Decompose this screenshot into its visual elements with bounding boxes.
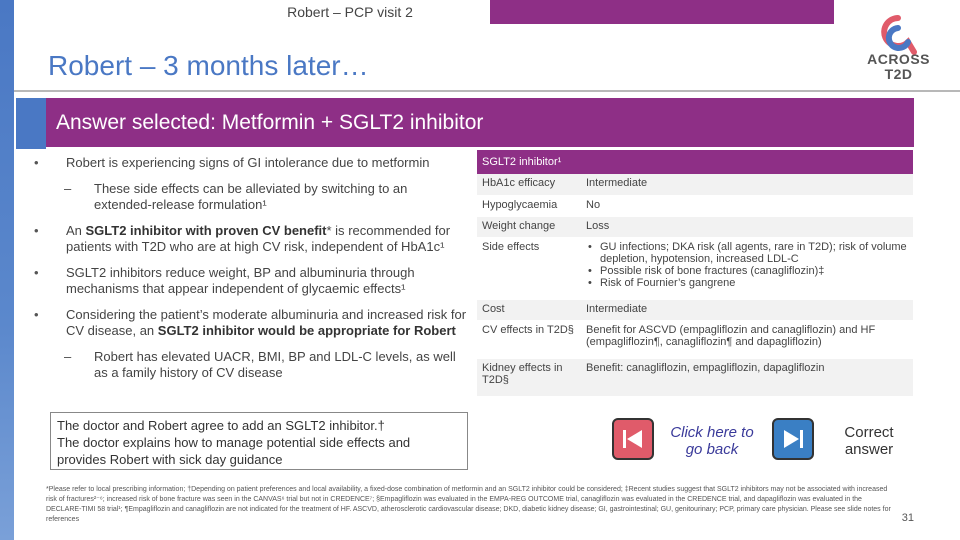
side-effect-item: • GU infections; DKA risk (all agents, rare in T2D); risk of volume depletion, hypotension, increased LDL-C: [586, 241, 908, 265]
slide-tab-label: Robert – PCP visit 2: [210, 0, 490, 24]
correct-answer-label[interactable]: Correct answer: [844, 424, 894, 458]
title-divider: [14, 90, 960, 98]
sub-bullet-extended-release: – These side effects can be alleviated by switching to an extended-release formulation¹: [28, 181, 468, 213]
table-row: [477, 320, 913, 358]
row-value: Benefit: canagliflozin, empagliflozin, dapagliflozin: [581, 358, 913, 396]
left-accent-bar: [0, 0, 14, 540]
row-value: Benefit for ASCVD (empagliflozin and canagliflozin) and HF (empagliflozin¶, canagliflozin¶ and dapagliflozin): [581, 320, 913, 358]
bullet3-after: * is: [326, 223, 345, 238]
logo-text: [867, 52, 930, 82]
row-value: Intermediate: [581, 299, 913, 320]
bullet5-text: Considering the patient’s moderate albuminuria and increased risk for CV disease, an: [66, 307, 467, 338]
table-row: [477, 237, 913, 299]
row-label: Cost: [477, 299, 581, 320]
doctor-note-line3: provides Robert with sick day guidance: [57, 452, 283, 467]
side-effect-item: • Possible risk of bone fractures (canagliflozin)‡: [586, 265, 908, 277]
page-number: 31: [901, 512, 914, 524]
answer-accent-strip: [16, 98, 46, 149]
bullet-sglt2-cv-benefit: [28, 223, 468, 255]
correct-answer-button[interactable]: [772, 418, 814, 460]
answer-banner: Answer selected: Metformin + SGLT2 inhibitor: [46, 98, 914, 147]
sglt2-info-table: [477, 150, 913, 397]
row-value: [581, 237, 913, 299]
table-row: [477, 299, 913, 320]
slide-tab: [210, 0, 834, 24]
bullet-list: [28, 155, 468, 391]
skip-back-icon: [614, 420, 652, 458]
row-label: Kidney effects in T2D§: [477, 358, 581, 396]
bullet-considering: [28, 307, 468, 339]
row-label: HbA1c efficacy: [477, 174, 581, 195]
go-back-label[interactable]: Click here to go back: [670, 424, 754, 458]
skip-forward-icon: [774, 420, 812, 458]
doctor-note-line1: The doctor and Robert agree to add an SGLT2 inhibitor.†: [57, 418, 385, 433]
page-title: Robert – 3 months later…: [48, 50, 369, 81]
go-back-button[interactable]: [612, 418, 654, 460]
doctor-note-box: [50, 412, 468, 470]
navigation-controls: [612, 410, 914, 470]
bullet3-lead: An: [66, 223, 86, 238]
bullet-sglt2-mechanisms: • SGLT2 inhibitors reduce weight, BP and albuminuria through mechanisms that appear independent of glycaemic effects¹: [28, 265, 468, 297]
logo-line1: ACROSS: [867, 51, 930, 67]
side-effect-item: • Risk of Fournier’s gangrene: [586, 277, 908, 289]
row-value: Loss: [581, 216, 913, 237]
table-row: [477, 358, 913, 396]
row-value: No: [581, 195, 913, 216]
sub-bullet-risk-factors: – Robert has elevated UACR, BMI, BP and LDL-C levels, as well as a family history of CV disease: [28, 349, 468, 381]
table-row: [477, 216, 913, 237]
bullet3-rest: recommended for patients with T2D who are at high CV risk, independent of HbA1c¹: [66, 223, 451, 254]
table-header: SGLT2 inhibitor¹: [477, 150, 913, 174]
row-label: CV effects in T2D§: [477, 320, 581, 358]
table-row: [477, 195, 913, 216]
row-label: Side effects: [477, 237, 581, 299]
footnote: *Please refer to local prescribing information; †Depending on patient preferences and local availability, a fixed-dose combination of metformin and an SGLT2 inhibitor could be considered; ‡Recent studies suggest that SGLT2 inhibitors may not be associated with increased risk of fractures²⁻⁶; increased risk of bone fracture was seen in the CANVAS⁶ trial but not in CREDENCE⁷; §Empagliflozin was evaluated in the EMPA-REG OUTCOME trial, canagliflozin was evaluated in the CREDENCE trial, and dapagliflozin was evaluated in the DECLARE-TIMI 58 trial¹; ¶Empagliflozin and canagliflozin are not indicated for the treatment of HF. ASCVD, atherosclerotic cardiovascular disease; DKD, diabetic kidney disease; GI, gastrointestinal; GU, genitourinary; PCP, primary care physician. Please see slide notes for references: [46, 486, 891, 523]
row-label: Weight change: [477, 216, 581, 237]
bullet5-bold: SGLT2 inhibitor would be appropriate for Robert: [157, 323, 456, 338]
bullet3-bold: SGLT2 inhibitor with proven CV benefit: [85, 223, 327, 238]
table-row: [477, 174, 913, 195]
row-value: Intermediate: [581, 174, 913, 195]
logo-line2: T2D: [884, 66, 913, 82]
row-label: Hypoglycaemia: [477, 195, 581, 216]
doctor-note-line2: The doctor explains how to manage potential side effects and: [57, 435, 411, 450]
bullet-gi-intolerance: • Robert is experiencing signs of GI intolerance due to metformin: [28, 155, 468, 171]
